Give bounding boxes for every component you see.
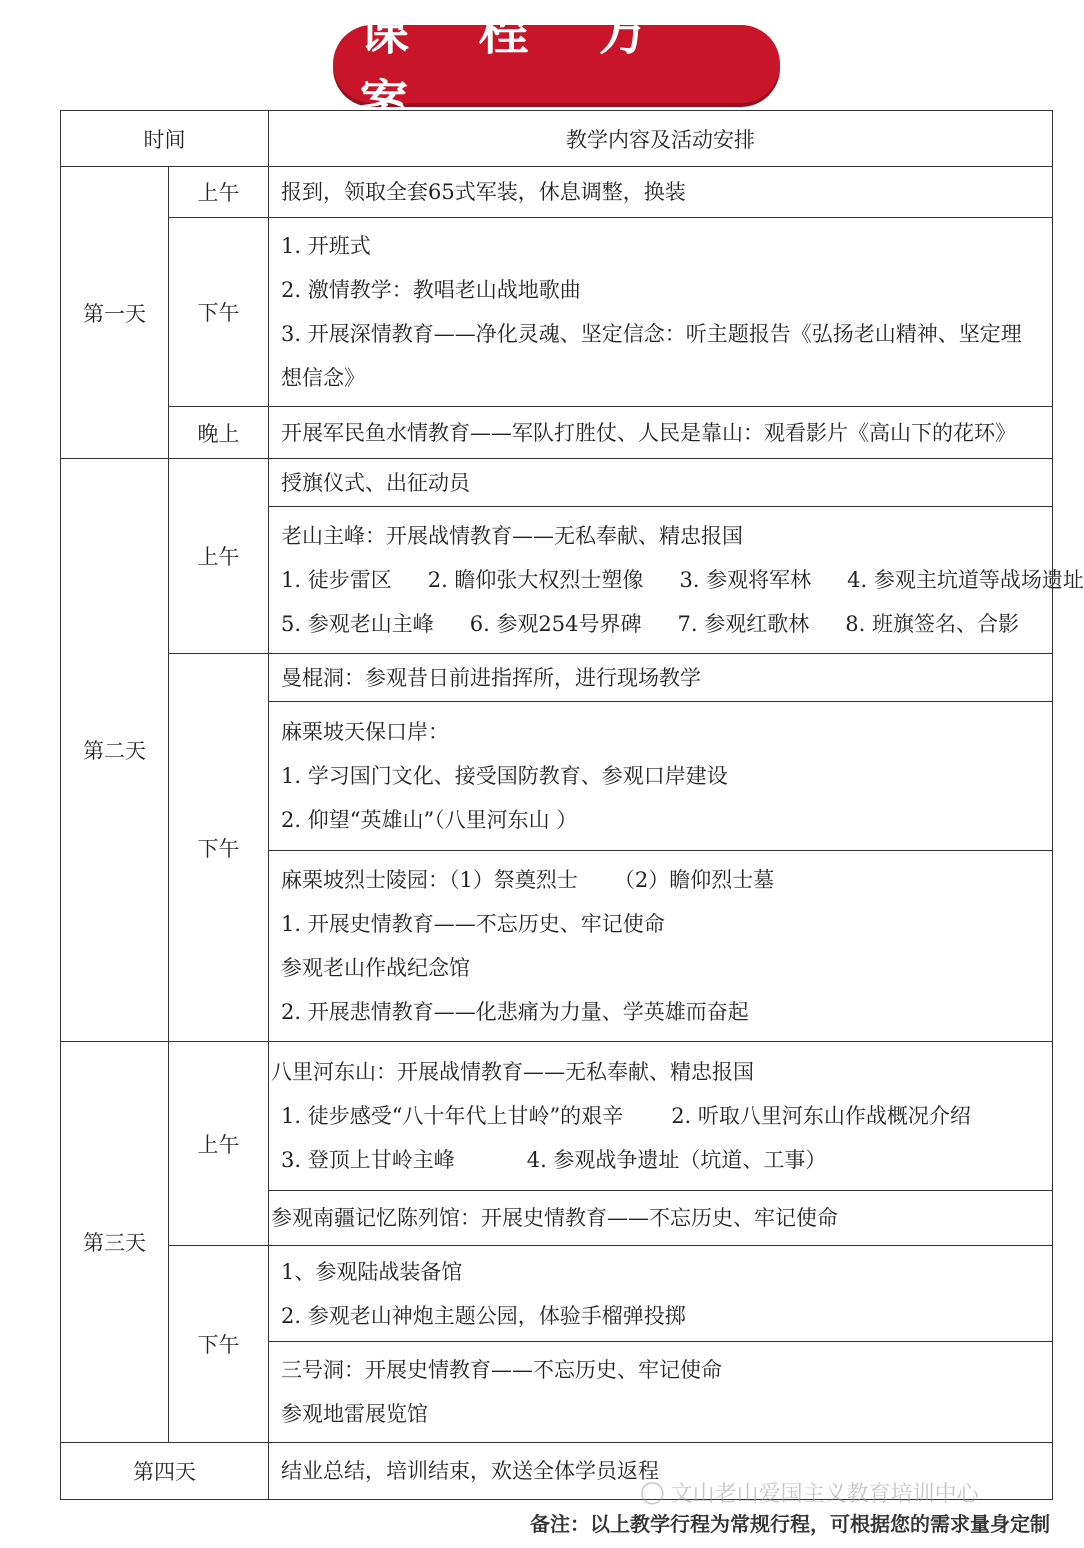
content-line: 开展军民鱼水情教育——军队打胜仗、人民是靠山：观看影片《高山下的花环》 — [281, 420, 1016, 445]
table-header-row — [61, 111, 1053, 167]
period-cell: 下午 — [169, 1246, 269, 1443]
content-line: 结业总结，培训结束，欢送全体学员返程 — [281, 1459, 659, 1483]
content-line: 三号洞：开展史情教育——不忘历史、牢记使命 — [281, 1358, 722, 1382]
period-cell: 下午 — [169, 654, 269, 1042]
day-cell: 第二天 — [61, 459, 169, 1042]
content-line: 参观老山作战纪念馆 — [281, 956, 470, 980]
content-line: 1、参观陆战装备馆 — [281, 1259, 463, 1284]
content-line: 5. 参观老山主峰 6. 参观254号界碑 7. 参观红歌林 8. 班旗签名、合影 — [281, 612, 1019, 636]
content-cell — [269, 1042, 1053, 1191]
content-line: 3. 开展深情教育——净化灵魂、坚定信念：听主题报告《弘扬老山精神、坚定理 — [281, 322, 1022, 346]
header-time: 时间 — [61, 111, 269, 167]
content-line: 3. 登顶上甘岭主峰 4. 参观战争遗址（坑道、工事） — [281, 1148, 827, 1172]
table-row — [61, 1246, 1053, 1342]
content-line: 老山主峰：开展战情教育——无私奉献、精忠报国 — [281, 524, 743, 548]
content-line: 八里河东山：开展战情教育——无私奉献、精忠报国 — [271, 1060, 754, 1084]
table-row — [61, 218, 1053, 407]
table-row — [61, 654, 1053, 702]
period-cell: 上午 — [169, 167, 269, 218]
period-cell: 上午 — [169, 1042, 269, 1246]
content-line: 授旗仪式、出征动员 — [281, 470, 470, 495]
content-line: 参观地雷展览馆 — [281, 1402, 428, 1426]
content-cell — [269, 702, 1053, 851]
content-line: 2. 参观老山神炮主题公园，体验手榴弹投掷 — [281, 1303, 686, 1328]
content-cell — [269, 507, 1084, 654]
content-line: 想信念》 — [281, 366, 365, 390]
table-row — [61, 1042, 1053, 1191]
content-cell — [269, 407, 1053, 459]
wechat-icon: ◯ — [640, 1480, 665, 1505]
content-line: 2. 开展悲情教育——化悲痛为力量、学英雄而奋起 — [281, 1000, 749, 1024]
watermark-text: 文山老山爱国主义教育培训中心 — [670, 1482, 979, 1507]
content-line: 1. 徒步雷区 2. 瞻仰张大权烈士塑像 3. 参观将军林 4. 参观主坑道等战场遗址 — [281, 568, 1084, 592]
title-banner — [333, 3, 780, 133]
content-line: 1. 开班式 — [281, 234, 371, 258]
table-row — [61, 407, 1053, 459]
course-schedule-table — [60, 110, 1084, 1500]
content-line: 2. 仰望“英雄山”（八里河东山 ） — [281, 808, 578, 832]
content-line: 参观南疆记忆陈列馆：开展史情教育——不忘历史、牢记使命 — [271, 1206, 838, 1230]
page-title: 课 程 方 案 — [359, 3, 674, 133]
content-cell — [269, 1191, 1053, 1246]
content-cell — [269, 1342, 1053, 1443]
content-cell — [269, 218, 1053, 407]
content-line: 麻栗坡烈士陵园：（1）祭奠烈士 （2）瞻仰烈士墓 — [281, 868, 775, 892]
content-line: 1. 学习国门文化、接受国防教育、参观口岸建设 — [281, 764, 728, 788]
content-cell — [269, 851, 1053, 1042]
content-line: 2. 激情教学：教唱老山战地歌曲 — [281, 278, 581, 302]
content-cell — [269, 167, 1053, 218]
table-row — [61, 459, 1053, 507]
period-cell: 下午 — [169, 218, 269, 407]
footer-note: 备注：以上教学行程为常规行程，可根据您的需求量身定制 — [530, 1512, 1050, 1536]
content-cell — [269, 654, 1053, 702]
period-cell: 晚上 — [169, 407, 269, 459]
day-cell: 第三天 — [61, 1042, 169, 1443]
content-line: 报到，领取全套65式军装，休息调整，换装 — [281, 180, 686, 204]
watermark — [640, 1477, 979, 1508]
content-cell — [269, 1246, 1053, 1342]
header-content: 教学内容及活动安排 — [269, 111, 1053, 167]
period-cell: 上午 — [169, 459, 269, 654]
day-cell: 第四天 — [61, 1443, 269, 1500]
content-line: 1. 徒步感受“八十年代上甘岭”的艰辛 2. 听取八里河东山作战概况介绍 — [281, 1104, 971, 1128]
content-cell — [269, 459, 1053, 507]
table-row — [61, 167, 1053, 218]
content-line: 1. 开展史情教育——不忘历史、牢记使命 — [281, 912, 665, 936]
content-line: 曼棍洞：参观昔日前进指挥所，进行现场教学 — [281, 665, 701, 690]
day-cell: 第一天 — [61, 167, 169, 459]
content-line: 麻栗坡天保口岸： — [281, 720, 449, 744]
